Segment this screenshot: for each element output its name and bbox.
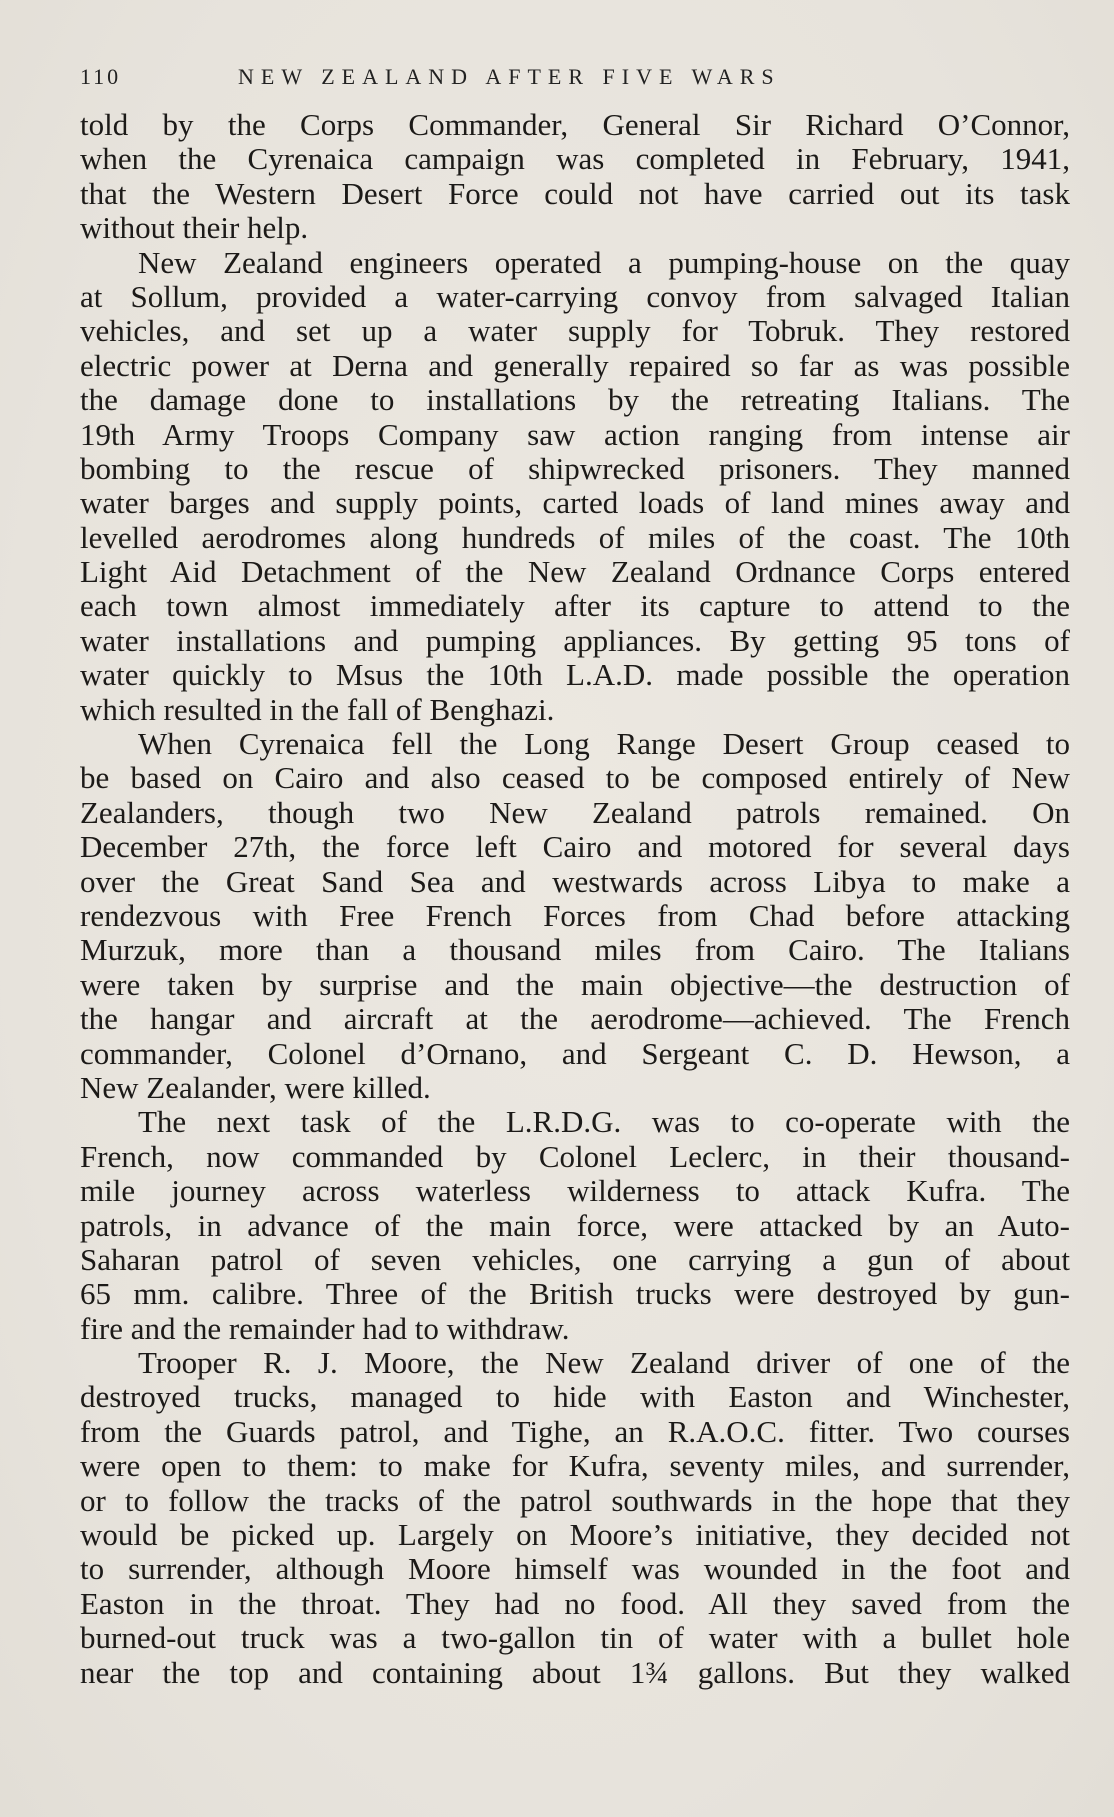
text-line: near the top and containing about 1¾ gallons. But they walked [80,1654,1070,1690]
text-line: that the Western Desert Force could not have carried out its task [80,175,1070,211]
text-line: at Sollum, provided a water-carrying convoy from salvaged Italian [80,278,1070,314]
text-line: patrols, in advance of the main force, were attacked by an Auto- [80,1207,1070,1243]
text-line: be based on Cairo and also ceased to be composed entirely of New [80,760,1070,796]
text-line: told by the Corps Commander, General Sir Richard O’Connor, [80,107,1070,142]
text-line: each town almost immediately after its capture to attend to the [80,588,1070,624]
text-line: New Zealand engineers operated a pumping-house on the quay [138,244,1070,280]
text-line: the hangar and aircraft at the aerodrome—achieved. The French [80,1001,1070,1037]
text-line: commander, Colonel d’Ornano, and Sergeant C. D. Hewson, a [80,1035,1070,1071]
text-line: without their help. [80,210,309,246]
text-line: water barges and supply points, carted loads of land mines away and [80,485,1070,521]
text-line: from the Guards patrol, and Tighe, an R.A.O.C. fitter. Two courses [80,1413,1070,1449]
text-line: burned-out truck was a two-gallon tin of water with a bullet hole [80,1620,1070,1656]
page-number: 110 [80,64,122,89]
text-line: French, now commanded by Colonel Leclerc, in their thousand- [80,1138,1070,1174]
text-line: Easton in the throat. They had no food. All they saved from the [80,1585,1070,1621]
text-line: over the Great Sand Sea and westwards across Libya to make a [80,863,1070,899]
text-line: 19th Army Troops Company saw action ranging from intense air [80,416,1070,452]
text-line: would be picked up. Largely on Moore’s initiative, they decided not [80,1517,1070,1553]
text-line: The next task of the L.R.D.G. was to co-operate with the [138,1104,1070,1140]
text-line: or to follow the tracks of the patrol southwards in the hope that they [80,1482,1070,1518]
text-line: the damage done to installations by the retreating Italians. The [80,382,1070,418]
text-line: Saharan patrol of seven vehicles, one carrying a gun of about [80,1241,1070,1277]
text-line: water installations and pumping appliances. By getting 95 tons of [80,622,1070,658]
text-line: water quickly to Msus the 10th L.A.D. made possible the operation [80,657,1070,693]
text-line: rendezvous with Free French Forces from Chad before attacking [80,897,1070,933]
text-line: 65 mm. calibre. Three of the British trucks were destroyed by gun- [80,1276,1070,1312]
text-line: bombing to the rescue of shipwrecked prisoners. They manned [80,450,1070,486]
text-line: Light Aid Detachment of the New Zealand Ordnance Corps entered [80,554,1070,590]
text-line: December 27th, the force left Cairo and motored for several days [80,829,1070,865]
text-line: to surrender, although Moore himself was wounded in the foot and [80,1551,1070,1587]
text-line: New Zealander, were killed. [80,1069,431,1105]
text-line: Trooper R. J. Moore, the New Zealand driver of one of the [138,1345,1070,1381]
text-line: levelled aerodromes along hundreds of miles of the coast. The 10th [80,519,1070,555]
text-line: Zealanders, though two New Zealand patrols remained. On [80,794,1070,830]
text-line: were open to them: to make for Kufra, seventy miles, and surrender, [80,1448,1070,1484]
text-line: fire and the remainder had to withdraw. [80,1310,570,1346]
text-line: destroyed trucks, managed to hide with Easton and Winchester, [80,1379,1070,1415]
text-line: were taken by surprise and the main objective—the destruction of [80,966,1070,1002]
text-line: When Cyrenaica fell the Long Range Desert Group ceased to [138,726,1070,762]
text-line: Murzuk, more than a thousand miles from Cairo. The Italians [80,932,1070,968]
body-text [80,108,1070,1690]
text-line: which resulted in the fall of Benghazi. [80,691,555,727]
running-head [80,64,910,94]
text-line: vehicles, and set up a water supply for Tobruk. They restored [80,313,1070,349]
text-line: when the Cyrenaica campaign was completed in February, 1941, [80,141,1070,177]
book-title: NEW ZEALAND AFTER FIVE WARS [238,64,781,89]
text-line: electric power at Derna and generally repaired so far as was possible [80,347,1070,383]
text-line: mile journey across waterless wilderness to attack Kufra. The [80,1173,1070,1209]
